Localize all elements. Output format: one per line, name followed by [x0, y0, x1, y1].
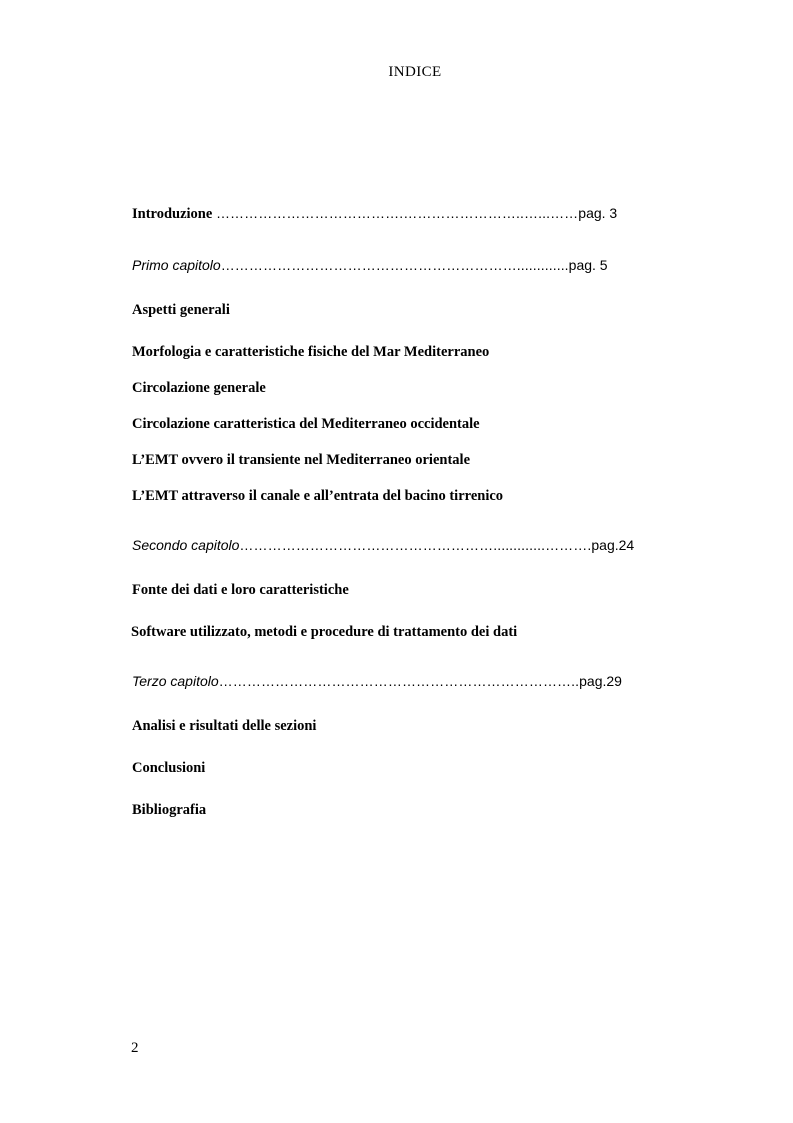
toc-leader-dots: ………………………………….……………………..…...…… — [215, 205, 579, 221]
toc-page-ref: pag.29 — [579, 673, 622, 689]
toc-entry-primo-capitolo — [132, 257, 608, 275]
toc-chapter-label: Secondo capitolo — [132, 537, 240, 553]
toc-entry-introduzione — [132, 205, 617, 223]
toc-page-ref: pag. 3 — [578, 205, 618, 221]
toc-section-emt-orientale: L’EMT ovvero il transiente nel Mediterraneo orientale — [132, 452, 471, 468]
toc-section-emt-tirrenico: L’EMT attraverso il canale e all’entrata del bacino tirrenico — [132, 488, 504, 504]
toc-leader-dots: ………………………………………………………............. — [220, 257, 569, 273]
toc-page-ref: pag. 5 — [568, 257, 608, 273]
toc-leader-dots: ……………………………………………….............………. — [239, 537, 592, 553]
page-title: INDICE — [388, 64, 442, 80]
page-number: 2 — [131, 1040, 139, 1056]
toc-section-morfologia: Morfologia e caratteristiche fisiche del Mar Mediterraneo — [132, 344, 490, 360]
toc-section-software: Software utilizzato, metodi e procedure di trattamento dei dati — [131, 624, 518, 640]
toc-section-aspetti-generali: Aspetti generali — [132, 302, 230, 318]
toc-page-ref: pag.24 — [591, 537, 635, 553]
toc-section-conclusioni: Conclusioni — [132, 760, 206, 776]
toc-entry-terzo-capitolo — [132, 673, 622, 691]
toc-section-circolazione-generale: Circolazione generale — [132, 380, 266, 396]
toc-chapter-label: Terzo capitolo — [132, 673, 219, 689]
toc-section-circolazione-occidentale: Circolazione caratteristica del Mediterraneo occidentale — [132, 416, 480, 432]
toc-section-analisi: Analisi e risultati delle sezioni — [132, 718, 317, 734]
toc-entry-secondo-capitolo — [132, 537, 634, 555]
toc-entry-label: Introduzione — [132, 206, 216, 222]
toc-leader-dots: ………………………………………………………………….. — [218, 673, 580, 689]
toc-section-fonte-dati: Fonte dei dati e loro caratteristiche — [132, 582, 349, 598]
toc-section-bibliografia: Bibliografia — [132, 802, 207, 818]
toc-chapter-label: Primo capitolo — [132, 257, 221, 273]
